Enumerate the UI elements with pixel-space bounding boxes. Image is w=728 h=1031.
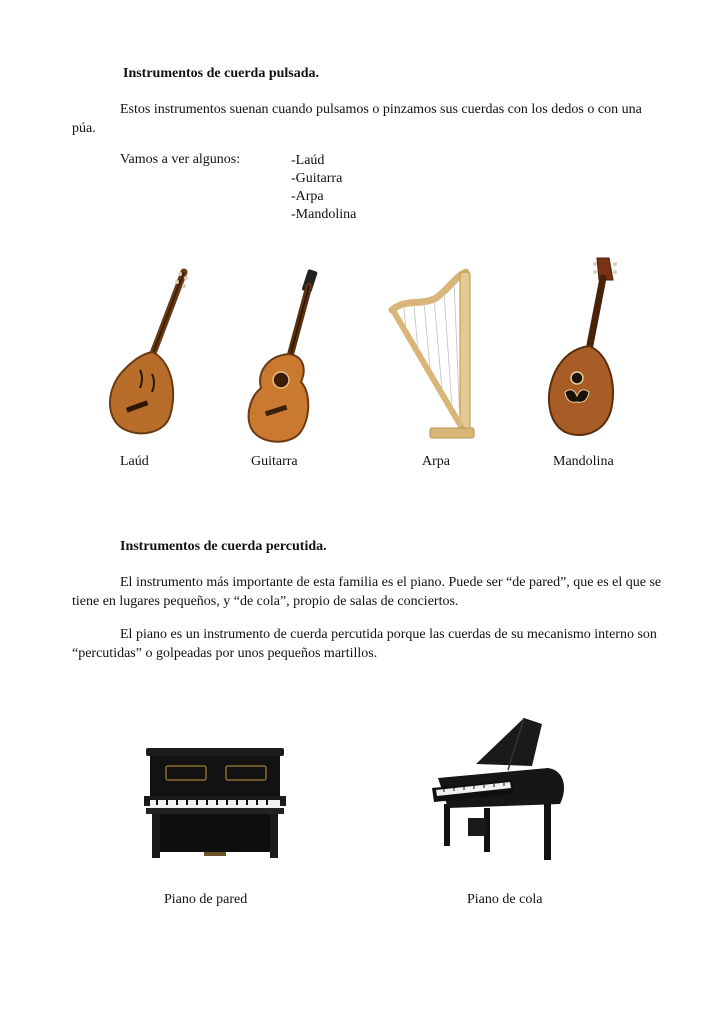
list-item: -Laúd xyxy=(291,153,325,168)
piano-de-cola-image xyxy=(428,714,570,866)
caption-guitarra: Guitarra xyxy=(251,454,298,469)
section2-paragraph-2 xyxy=(72,625,662,663)
caption-arpa: Arpa xyxy=(422,454,450,469)
list-item: -Mandolina xyxy=(291,207,357,222)
caption-laud: Laúd xyxy=(120,454,149,469)
section1-heading: Instrumentos de cuerda pulsada. xyxy=(123,66,320,81)
instrument-list xyxy=(291,152,356,224)
list-item: -Guitarra xyxy=(291,171,343,186)
caption-mandolina: Mandolina xyxy=(553,454,614,469)
arpa-image xyxy=(386,268,478,442)
section2-paragraph-2-text: El piano es un instrumento de cuerda percutida porque las cuerdas de su mecanismo interno son “percutidas” o golpeadas por unos pequeños martillos. xyxy=(72,627,657,661)
section2-paragraph-1-text: El instrumento más importante de esta familia es el piano. Puede ser “de pared”, que es el que se tiene en lugares pequeños, y “de cola”, propio de salas de conciertos. xyxy=(72,575,662,609)
section1-intro-paragraph xyxy=(72,100,662,138)
laud-image xyxy=(100,268,190,440)
section2-paragraph-1 xyxy=(72,573,662,611)
caption-piano-de-pared: Piano de pared xyxy=(164,892,248,907)
piano-de-pared-image xyxy=(144,748,286,864)
section1-intro-text: Estos instrumentos suenan cuando pulsamos o pinzamos sus cuerdas con los dedos o con una púa. xyxy=(72,102,642,136)
section2-heading: Instrumentos de cuerda percutida. xyxy=(120,539,327,554)
mandolina-image xyxy=(543,254,623,444)
guitarra-image xyxy=(245,268,320,446)
list-item: -Arpa xyxy=(291,189,324,204)
list-label: Vamos a ver algunos: xyxy=(120,152,241,167)
caption-piano-de-cola: Piano de cola xyxy=(467,892,543,907)
